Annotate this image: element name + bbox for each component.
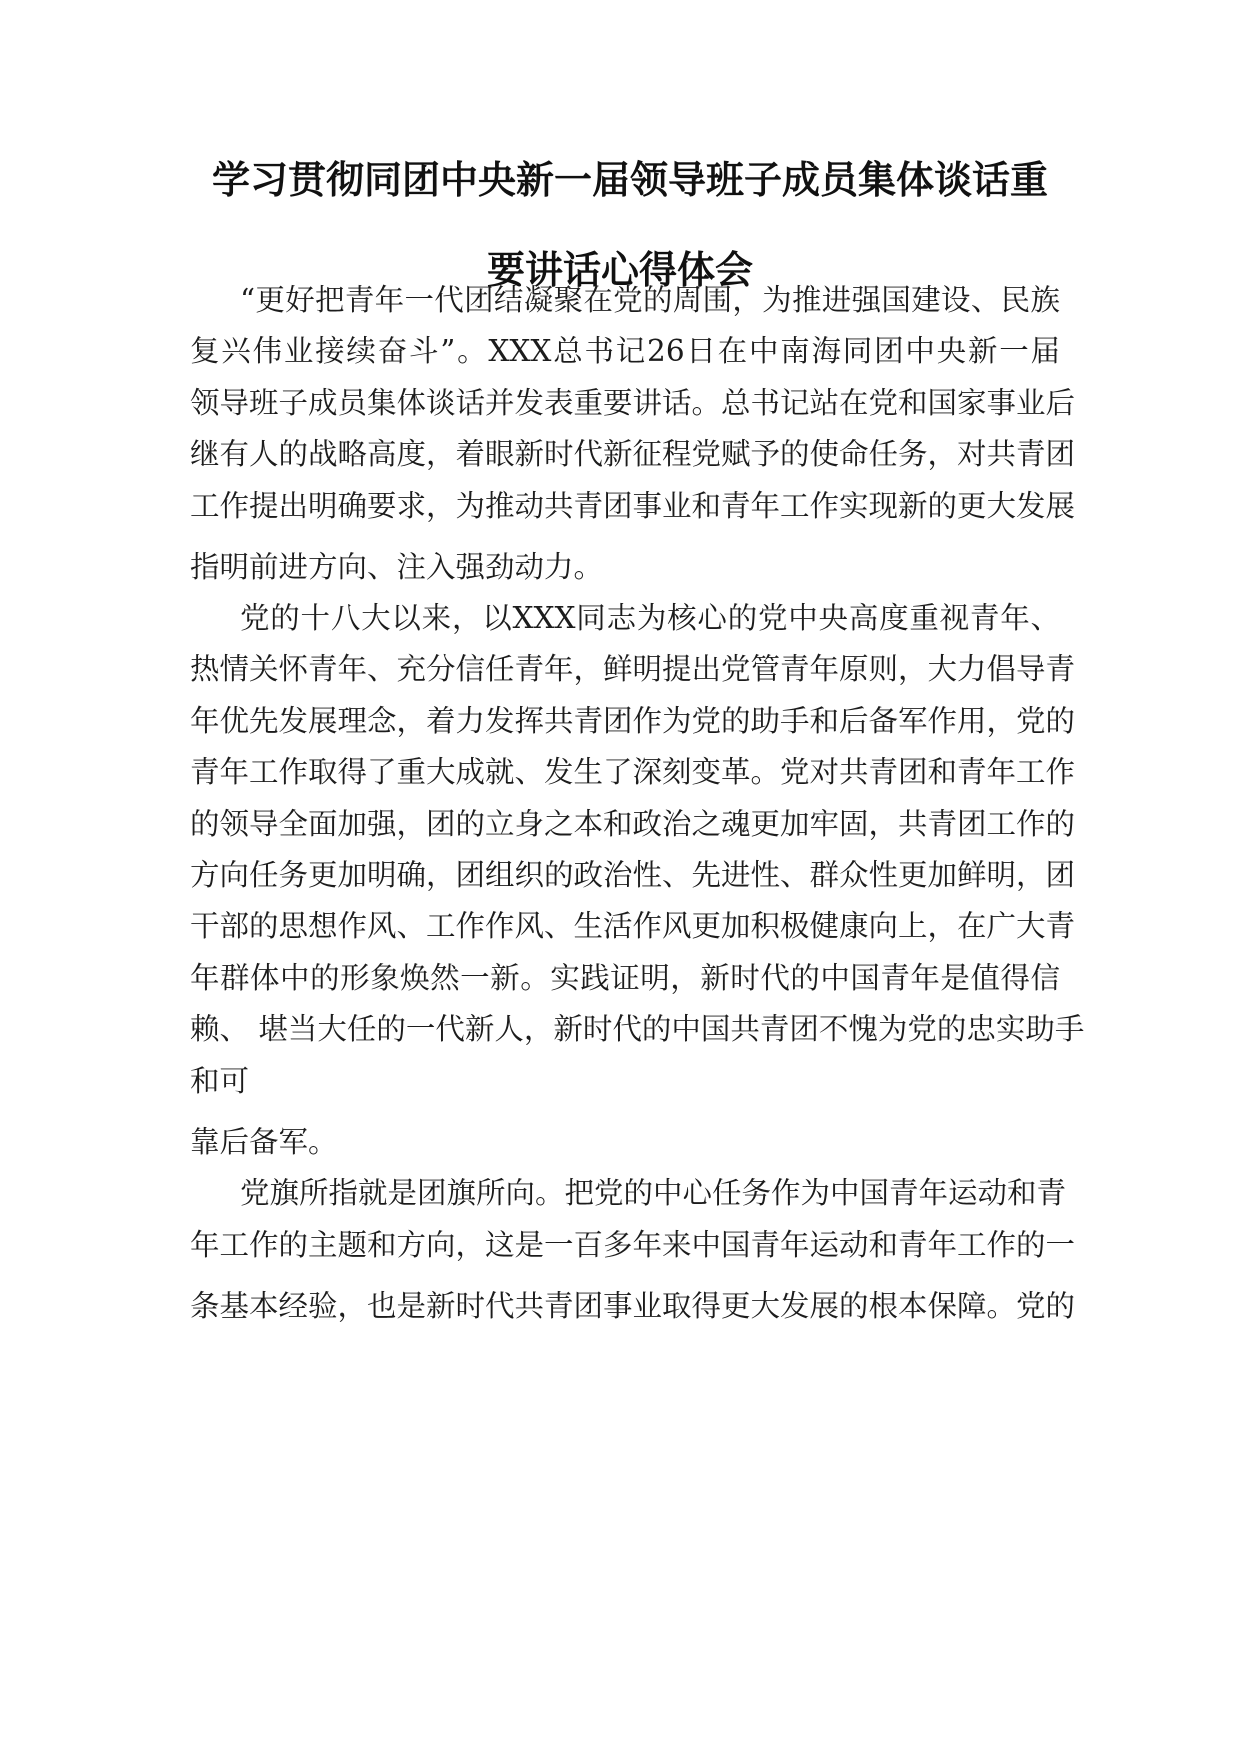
- paragraph-1-line-2: 复兴伟业接续奋斗”。XXX总书记26日在中南海同团中央新一届: [190, 334, 1060, 368]
- paragraph-2-line-1: 党的十八大以来，以XXX同志为核心的党中央高度重视青年、: [240, 601, 1060, 635]
- paragraph-2-line-10: 和可: [190, 1064, 250, 1098]
- paragraph-3-line-2: 年工作的主题和方向，这是一百多年来中国青年运动和青年工作的一: [190, 1228, 1076, 1262]
- paragraph-2-line-11: 靠后备军。: [190, 1125, 338, 1159]
- paragraph-1-line-4: 继有人的战略高度，着眼新时代新征程党赋予的使命任务，对共青团: [190, 437, 1076, 471]
- paragraph-2-line-4: 青年工作取得了重大成就、发生了深刻变革。党对共青团和青年工作: [190, 755, 1076, 789]
- paragraph-2-line-6: 方向任务更加明确，团组织的政治性、先进性、群众性更加鲜明，团: [190, 858, 1076, 892]
- paragraph-1-line-1: “更好把青年一代团结凝聚在党的周围，为推进强国建设、民族: [240, 283, 1060, 317]
- paragraph-1-line-6: 指明前进方向、注入强劲动力。: [190, 550, 604, 584]
- paragraph-3-line-1: 党旗所指就是团旗所向。把党的中心任务作为中国青年运动和青: [240, 1176, 1067, 1210]
- paragraph-2-line-2: 热情关怀青年、充分信任青年，鲜明提出党管青年原则，大力倡导青: [190, 652, 1076, 686]
- paragraph-2-line-5: 的领导全面加强，团的立身之本和政治之魂更加牢固，共青团工作的: [190, 807, 1076, 841]
- paragraph-3-line-3: 条基本经验，也是新时代共青团事业取得更大发展的根本保障。党的: [190, 1289, 1076, 1323]
- paragraph-2-line-3: 年优先发展理念，着力发挥共青团作为党的助手和后备军作用，党的: [190, 704, 1076, 738]
- document-title-line-1: 学习贯彻同团中央新一届领导班子成员集体谈话重: [212, 158, 1049, 202]
- paragraph-1-line-5: 工作提出明确要求，为推动共青团事业和青年工作实现新的更大发展: [190, 489, 1076, 523]
- paragraph-2-line-7: 干部的思想作风、工作作风、生活作风更加积极健康向上，在广大青: [190, 909, 1076, 943]
- paragraph-1-line-3: 领导班子成员集体谈话并发表重要讲话。总书记站在党和国家事业后: [190, 386, 1076, 420]
- paragraph-2-line-8: 年群体中的形象焕然一新。实践证明，新时代的中国青年是值得信: [190, 961, 1060, 995]
- document-title-line-2: 要讲话心得体会: [486, 248, 753, 292]
- paragraph-2-line-9: 赖、 堪当大任的一代新人，新时代的中国共青团不愧为党的忠实助手: [190, 1012, 1085, 1046]
